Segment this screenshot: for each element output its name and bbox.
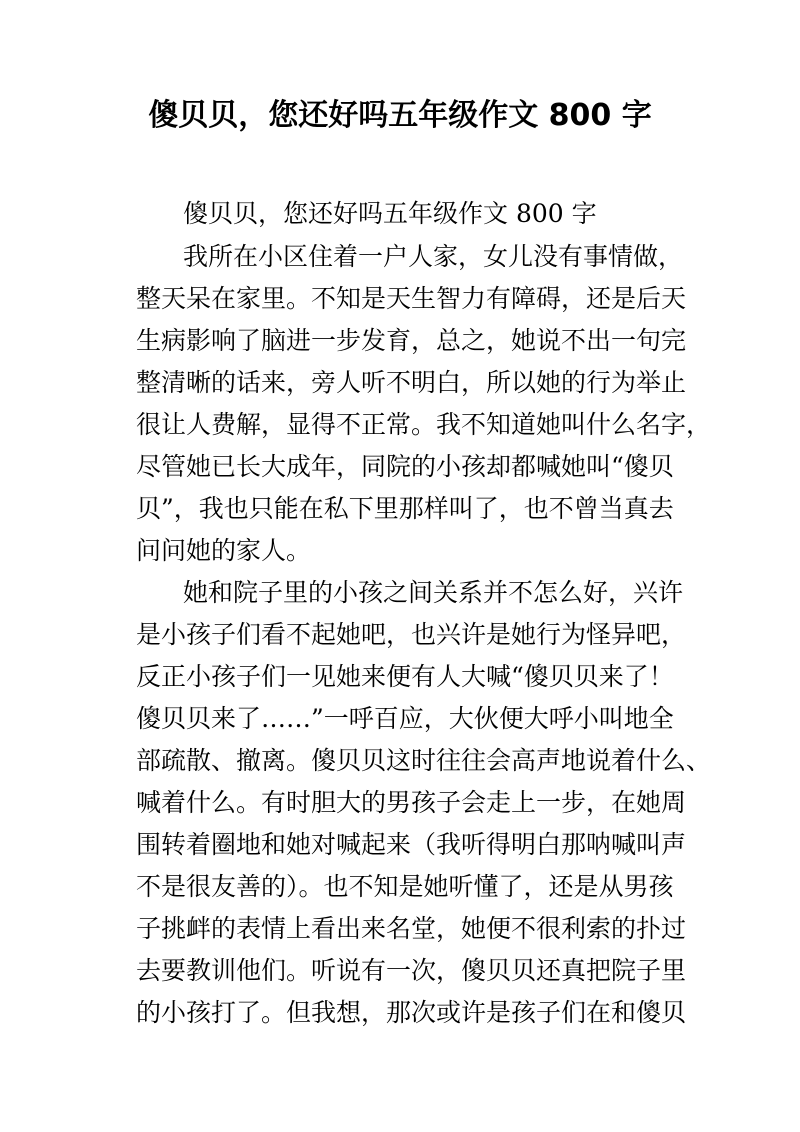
- body-line: 围转着圈地和她对喊起来（我听得明白那呐喊叫声: [136, 830, 687, 859]
- body-line: 整清晰的话来，旁人听不明白，所以她的行为举止: [136, 368, 687, 397]
- body-line: 是小孩子们看不起她吧，也兴许是她行为怪异吧，: [136, 620, 687, 649]
- body-line: 反正小孩子们一见她来便有人大喊“傻贝贝来了！: [136, 662, 674, 691]
- body-line: 傻贝贝来了……”一呼百应，大伙便大呼小叫地全: [136, 704, 674, 733]
- document-title: 傻贝贝，您还好吗五年级作文 800 字: [148, 98, 652, 133]
- body-line: 她和院子里的小孩之间关系并不怎么好，兴许: [183, 578, 684, 607]
- body-line: 我所在小区住着一户人家，女儿没有事情做，: [183, 242, 684, 271]
- body-line: 整天呆在家里。不知是天生智力有障碍，还是后天: [136, 284, 687, 313]
- body-line: 生病影响了脑进一步发育，总之，她说不出一句完: [136, 326, 687, 355]
- body-line: 尽管她已长大成年，同院的小孩却都喊她叫“傻贝: [136, 452, 674, 481]
- body-line: 喊着什么。有时胆大的男孩子会走上一步，在她周: [136, 788, 687, 817]
- body-line: 部疏散、撤离。傻贝贝这时往往会高声地说着什么、: [136, 746, 712, 775]
- body-line: 不是很友善的）。也不知是她听懂了，还是从男孩: [136, 872, 674, 901]
- body-line: 傻贝贝，您还好吗五年级作文 800 字: [183, 199, 597, 228]
- body-line: 问问她的家人。: [136, 536, 312, 565]
- body-line: 的小孩打了。但我想，那次或许是孩子们在和傻贝: [136, 998, 687, 1027]
- body-line: 贝”，我也只能在私下里那样叫了，也不曾当真去: [136, 494, 674, 523]
- body-line: 子挑衅的表情上看出来名堂，她便不很利索的扑过: [136, 914, 687, 943]
- body-line: 去要教训他们。听说有一次，傻贝贝还真把院子里: [136, 956, 687, 985]
- body-line: 很让人费解，显得不正常。我不知道她叫什么名字，: [136, 410, 712, 439]
